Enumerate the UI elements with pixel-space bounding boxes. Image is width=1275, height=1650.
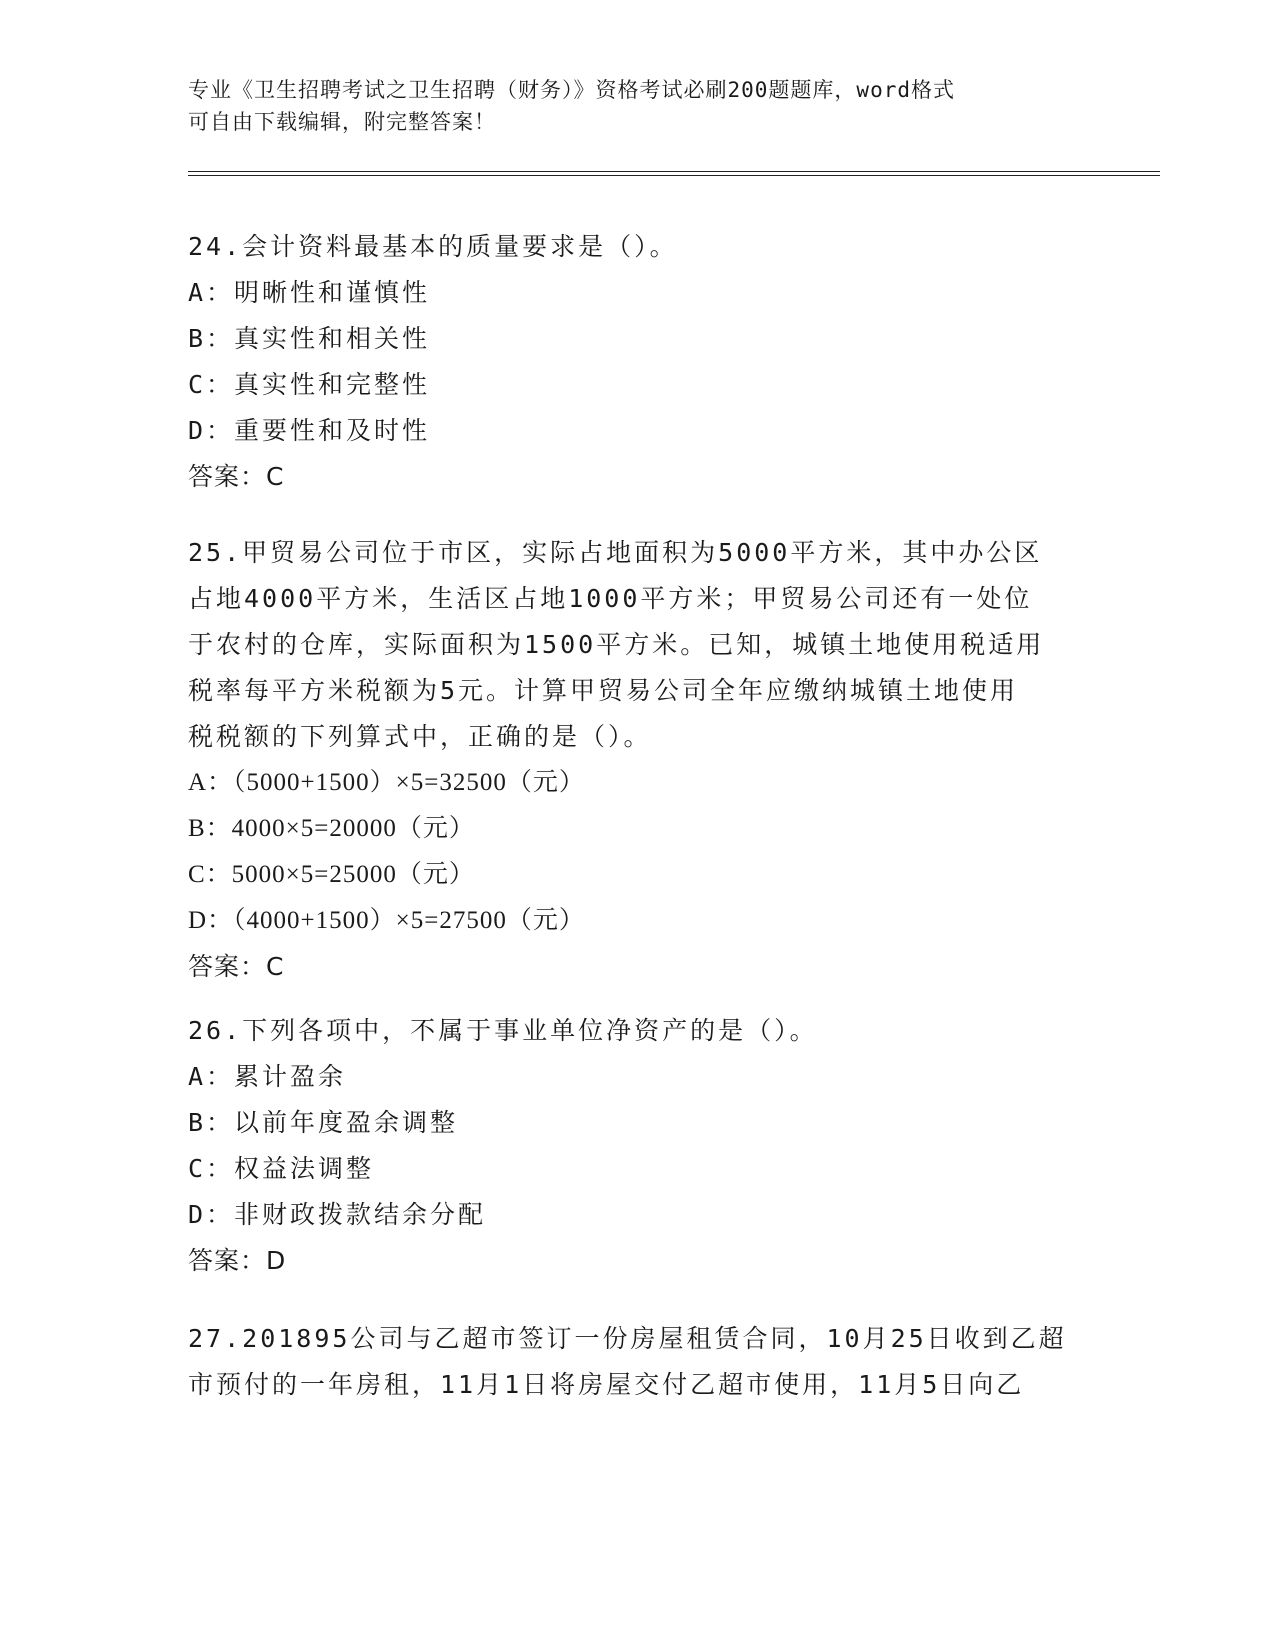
question-stem-line: 25.甲贸易公司位于市区，实际占地面积为5000平方米，其中办公区 bbox=[188, 538, 1043, 567]
option-a: A：（5000+1500）×5=32500（元） bbox=[188, 769, 585, 796]
option-b: B：以前年度盈余调整 bbox=[188, 1108, 459, 1137]
option-c: C：权益法调整 bbox=[188, 1154, 375, 1183]
option-a: A：明晰性和谨慎性 bbox=[188, 278, 431, 307]
question-stem-line: 税税额的下列算式中，正确的是（）。 bbox=[188, 722, 652, 751]
question-stem-line: 市预付的一年房租，11月1日将房屋交付乙超市使用，11月5日向乙 bbox=[188, 1370, 1025, 1399]
question-stem-line: 于农村的仓库，实际面积为1500平方米。已知，城镇土地使用税适用 bbox=[188, 630, 1045, 659]
option-c: C：5000×5=25000（元） bbox=[188, 861, 475, 888]
option-d: D：（4000+1500）×5=27500（元） bbox=[188, 907, 585, 934]
header-line-1: 专业《卫生招聘考试之卫生招聘（财务）》资格考试必刷200题题库，word格式 bbox=[188, 78, 955, 102]
question-24 bbox=[188, 224, 1088, 500]
question-stem: 26.下列各项中，不属于事业单位净资产的是（）。 bbox=[188, 1016, 818, 1045]
option-d: D：重要性和及时性 bbox=[188, 416, 431, 445]
option-c: C：真实性和完整性 bbox=[188, 370, 431, 399]
option-b: B：真实性和相关性 bbox=[188, 324, 431, 353]
question-stem-line: 税率每平方米税额为5元。计算甲贸易公司全年应缴纳城镇土地使用 bbox=[188, 676, 1019, 705]
answer: 答案：C bbox=[188, 462, 285, 491]
option-a: A：累计盈余 bbox=[188, 1062, 347, 1091]
question-stem: 24.会计资料最基本的质量要求是（）。 bbox=[188, 232, 678, 261]
answer: 答案：D bbox=[188, 1246, 287, 1275]
document-header bbox=[188, 74, 1068, 138]
header-line-2: 可自由下载编辑，附完整答案！ bbox=[188, 110, 496, 134]
question-stem-line: 27.201895公司与乙超市签订一份房屋租赁合同，10月25日收到乙超 bbox=[188, 1324, 1067, 1353]
question-27 bbox=[188, 1316, 1088, 1408]
question-25 bbox=[188, 530, 1088, 990]
option-b: B：4000×5=20000（元） bbox=[188, 815, 475, 842]
option-d: D：非财政拨款结余分配 bbox=[188, 1200, 487, 1229]
header-divider-top bbox=[188, 171, 1160, 172]
answer: 答案：C bbox=[188, 952, 285, 981]
question-26 bbox=[188, 1008, 1088, 1284]
header-divider-bottom bbox=[188, 175, 1160, 176]
question-stem-line: 占地4000平方米，生活区占地1000平方米；甲贸易公司还有一处位 bbox=[188, 584, 1033, 613]
